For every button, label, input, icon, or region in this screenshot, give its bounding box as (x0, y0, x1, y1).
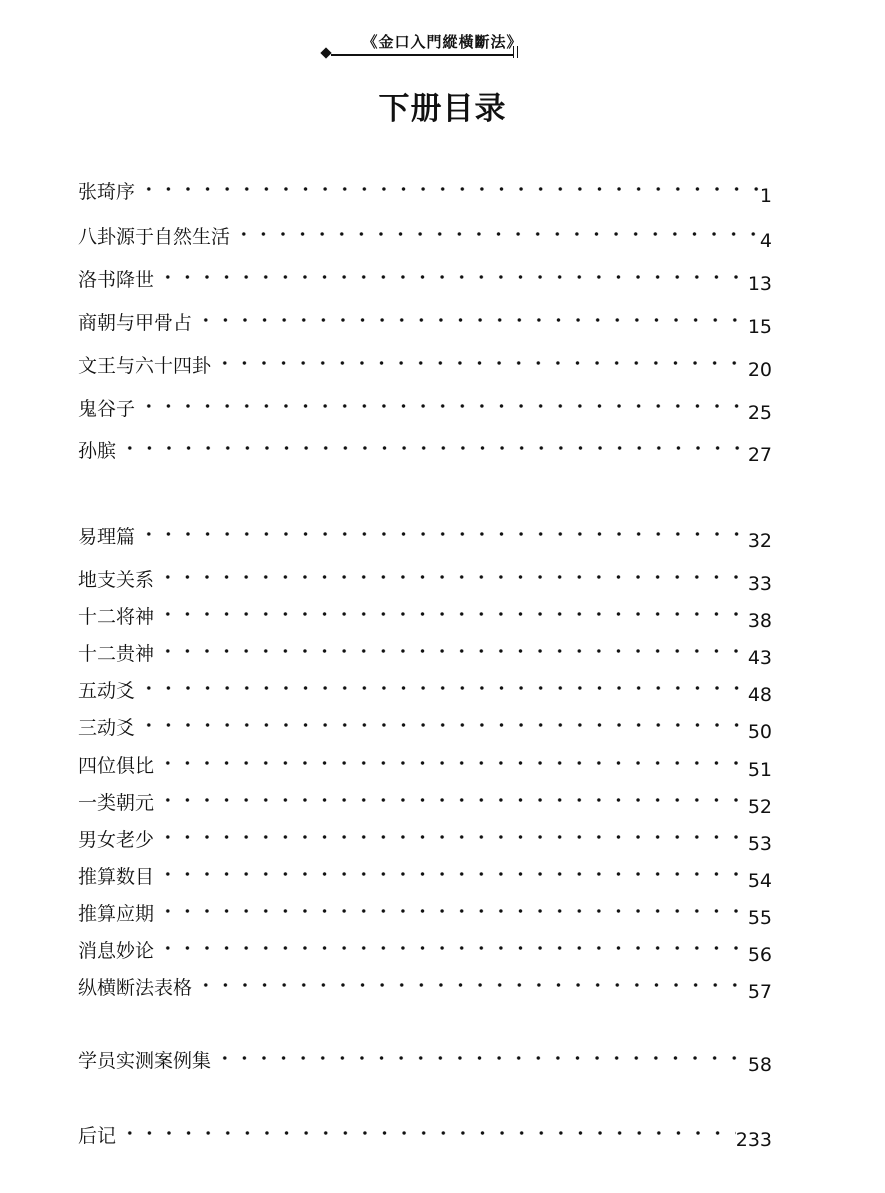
toc-entry-page: 4 (759, 230, 772, 252)
toc-entry-label: 学员实测案例集 (78, 1050, 212, 1072)
toc-entry (78, 863, 772, 892)
toc-entry (78, 223, 772, 252)
toc-entry-page: 57 (747, 981, 772, 1003)
toc-entry (78, 352, 772, 381)
toc-leader-dots (139, 715, 748, 735)
toc-leader-dots (120, 438, 748, 458)
toc-leader-dots (120, 1123, 736, 1143)
toc-entry (78, 640, 772, 669)
toc-entry-label: 五动爻 (78, 680, 136, 702)
toc-entry-label: 八卦源于自然生活 (78, 226, 231, 248)
toc-entry-page: 48 (747, 684, 772, 706)
toc-entry-page: 20 (747, 359, 772, 381)
toc-entry-page: 53 (747, 833, 772, 855)
toc-entry (78, 437, 772, 466)
toc-entry-page: 13 (747, 273, 772, 295)
toc-entry-label: 洛书降世 (78, 269, 155, 291)
toc-leader-dots (158, 790, 748, 810)
toc-leader-dots (139, 396, 748, 416)
toc-entry (78, 309, 772, 338)
toc-entry-page: 43 (747, 647, 772, 669)
toc-entry-label: 孙膑 (78, 440, 117, 462)
toc-entry (78, 974, 772, 1003)
toc-entry (78, 677, 772, 706)
toc-entry-page: 1 (759, 185, 772, 207)
toc-entry-label: 一类朝元 (78, 792, 155, 814)
toc-entry-page: 27 (747, 444, 772, 466)
toc-entry (78, 1047, 772, 1076)
toc-entry (78, 937, 772, 966)
toc-entry-label: 商朝与甲骨占 (78, 312, 193, 334)
toc-entry (78, 789, 772, 818)
toc-leader-dots (158, 901, 748, 921)
toc-entry-label: 推算数目 (78, 866, 155, 888)
toc-leader-dots (158, 567, 748, 587)
toc-entry (78, 714, 772, 743)
toc-entry-page: 56 (747, 944, 772, 966)
toc-leader-dots (139, 678, 748, 698)
toc-entry (78, 566, 772, 595)
toc-entry-label: 地支关系 (78, 569, 155, 591)
toc-entry-label: 十二将神 (78, 606, 155, 628)
toc-entry-label: 三动爻 (78, 717, 136, 739)
toc-entry-label: 鬼谷子 (78, 398, 136, 420)
toc-entry (78, 523, 772, 552)
toc-entry (78, 900, 772, 929)
page-title: 下册目录 (378, 91, 507, 127)
toc-leader-dots (196, 310, 748, 330)
toc-entry-label: 纵横断法表格 (78, 977, 193, 999)
toc-entry (78, 178, 772, 207)
toc-leader-dots (158, 267, 748, 287)
toc-leader-dots (158, 827, 748, 847)
toc-entry-label: 文王与六十四卦 (78, 355, 212, 377)
toc-leader-dots (139, 179, 760, 199)
toc-leader-dots (158, 604, 748, 624)
toc-entry (78, 266, 772, 295)
toc-leader-dots (196, 975, 748, 995)
toc-entry (78, 603, 772, 632)
toc-entry-label: 张琦序 (78, 181, 136, 203)
toc-entry-page: 233 (735, 1129, 772, 1151)
toc-leader-dots (139, 524, 748, 544)
toc-entry-label: 四位俱比 (78, 755, 155, 777)
toc-entry-label: 推算应期 (78, 903, 155, 925)
toc-entry-page: 33 (747, 573, 772, 595)
toc-entry-page: 52 (747, 796, 772, 818)
toc-entry-label: 易理篇 (78, 526, 136, 548)
toc-entry-label: 十二贵神 (78, 643, 155, 665)
toc-leader-dots (158, 938, 748, 958)
toc-entry-page: 38 (747, 610, 772, 632)
toc-entry (78, 395, 772, 424)
toc-leader-dots (234, 224, 760, 244)
toc-entry (78, 752, 772, 781)
toc-entry (78, 1122, 772, 1151)
toc-leader-dots (215, 353, 748, 373)
toc-leader-dots (158, 864, 748, 884)
toc-entry-page: 50 (747, 721, 772, 743)
toc-entry-page: 32 (747, 530, 772, 552)
toc-entry-label: 男女老少 (78, 829, 155, 851)
toc-entry-page: 25 (747, 402, 772, 424)
running-title: 《金口入門縱橫斷法》 (362, 33, 523, 51)
toc-entry-label: 消息妙论 (78, 940, 155, 962)
toc-leader-dots (215, 1048, 748, 1068)
toc-entry-page: 58 (747, 1054, 772, 1076)
toc-entry (78, 826, 772, 855)
toc-leader-dots (158, 641, 748, 661)
toc-leader-dots (158, 753, 748, 773)
toc-entry-page: 15 (747, 316, 772, 338)
toc-entry-label: 后记 (78, 1125, 117, 1147)
toc-entry-page: 55 (747, 907, 772, 929)
toc-entry-page: 54 (747, 870, 772, 892)
toc-entry-page: 51 (747, 759, 772, 781)
